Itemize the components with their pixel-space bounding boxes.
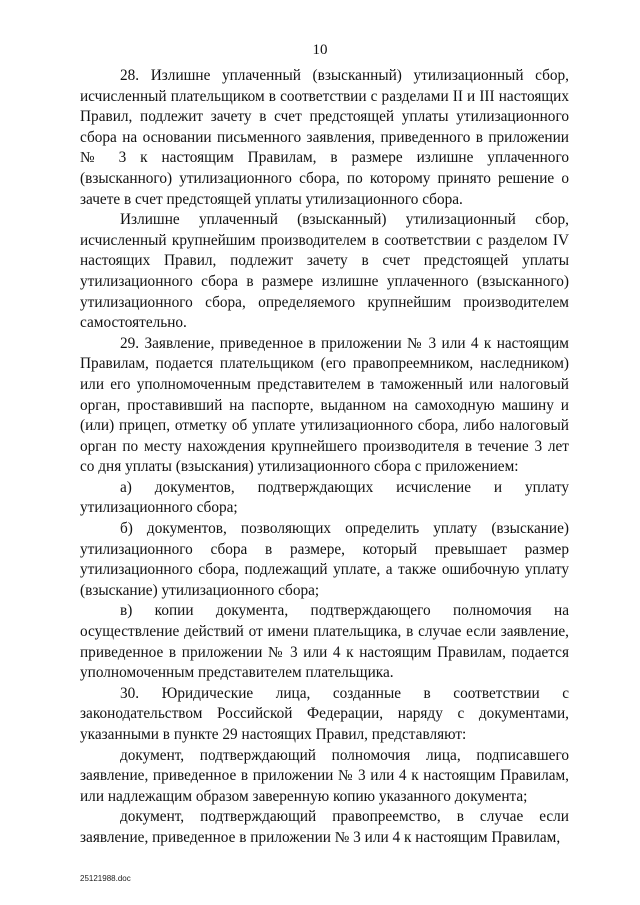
- paragraph-28: 28. Излишне уплаченный (взысканный) утилизационный сбор, исчисленный плательщиком в соответствии с разделами II и III настоящих Правил, подлежит зачету в счет предстоящей уплаты утилизационного сбора на основании письменного заявления, приведенного в приложении № 3 к настоящим Правилам, в размере излишне уплаченного (взысканного) утилизационного сбора, по которому принято решение о зачете в счет предстоящей уплаты утилизационного сбора.: [80, 67, 569, 208]
- paragraph-30: 30. Юридические лица, созданные в соответствии с законодательством Российской Федерации, наряду с документами, указанными в пункте 29 настоящих Правил, представляют:: [80, 684, 569, 743]
- page-number: 10: [312, 42, 328, 58]
- paragraph-28-continuation: Излишне уплаченный (взысканный) утилизационный сбор, исчисленный крупнейшим производителем в соответствии с разделом IV настоящих Правил, подлежит зачету в счет предстоящей уплаты утилизационного сбора в размере излишне уплаченного (взысканного) утилизационного сбора, определяемого крупнейшим производителем самостоятельно.: [80, 211, 569, 332]
- document-filename: 25121988.doc: [80, 874, 131, 883]
- paragraph-29-item-a: а) документов, подтверждающих исчисление и уплату утилизационного сбора;: [80, 478, 569, 517]
- paragraph-29: 29. Заявление, приведенное в приложении № 3 или 4 к настоящим Правилам, подается плательщиком (его правопреемником, наследником) или его уполномоченным представителем в таможенный или налоговый орган, проставивший на паспорте, выданном на самоходную машину и (или) прицеп, отметку об уплате утилизационного сбора, либо налоговый орган по месту нахождения крупнейшего производителя в течение 3 лет со дня уплаты (взыскания) утилизационного сбора с приложением:: [80, 334, 569, 476]
- paragraph-29-item-c: в) копии документа, подтверждающего полномочия на осуществление действий от имени плательщика, в случае если заявление, приведенное в приложении № 3 или 4 к настоящим Правилам, подается уполномоченным представителем плательщика.: [80, 602, 569, 682]
- paragraph-29-item-b: б) документов, позволяющих определить уплату (взыскание) утилизационного сбора в размере, который превышает размер утилизационного сбора, подлежащий уплате, а также ошибочную уплату (взыскание) утилизационного сбора;: [80, 520, 569, 599]
- paragraph-30-item-1: документ, подтверждающий полномочия лица, подписавшего заявление, приведенное в приложении № 3 или 4 к настоящим Правилам, или надлежащим образом заверенную копию указанного документа;: [80, 746, 569, 805]
- document-body: [80, 66, 569, 849]
- paragraph-30-item-2: документ, подтверждающий правопреемство, в случае если заявление, приведенное в приложении № 3 или 4 к настоящим Правилам,: [80, 808, 569, 846]
